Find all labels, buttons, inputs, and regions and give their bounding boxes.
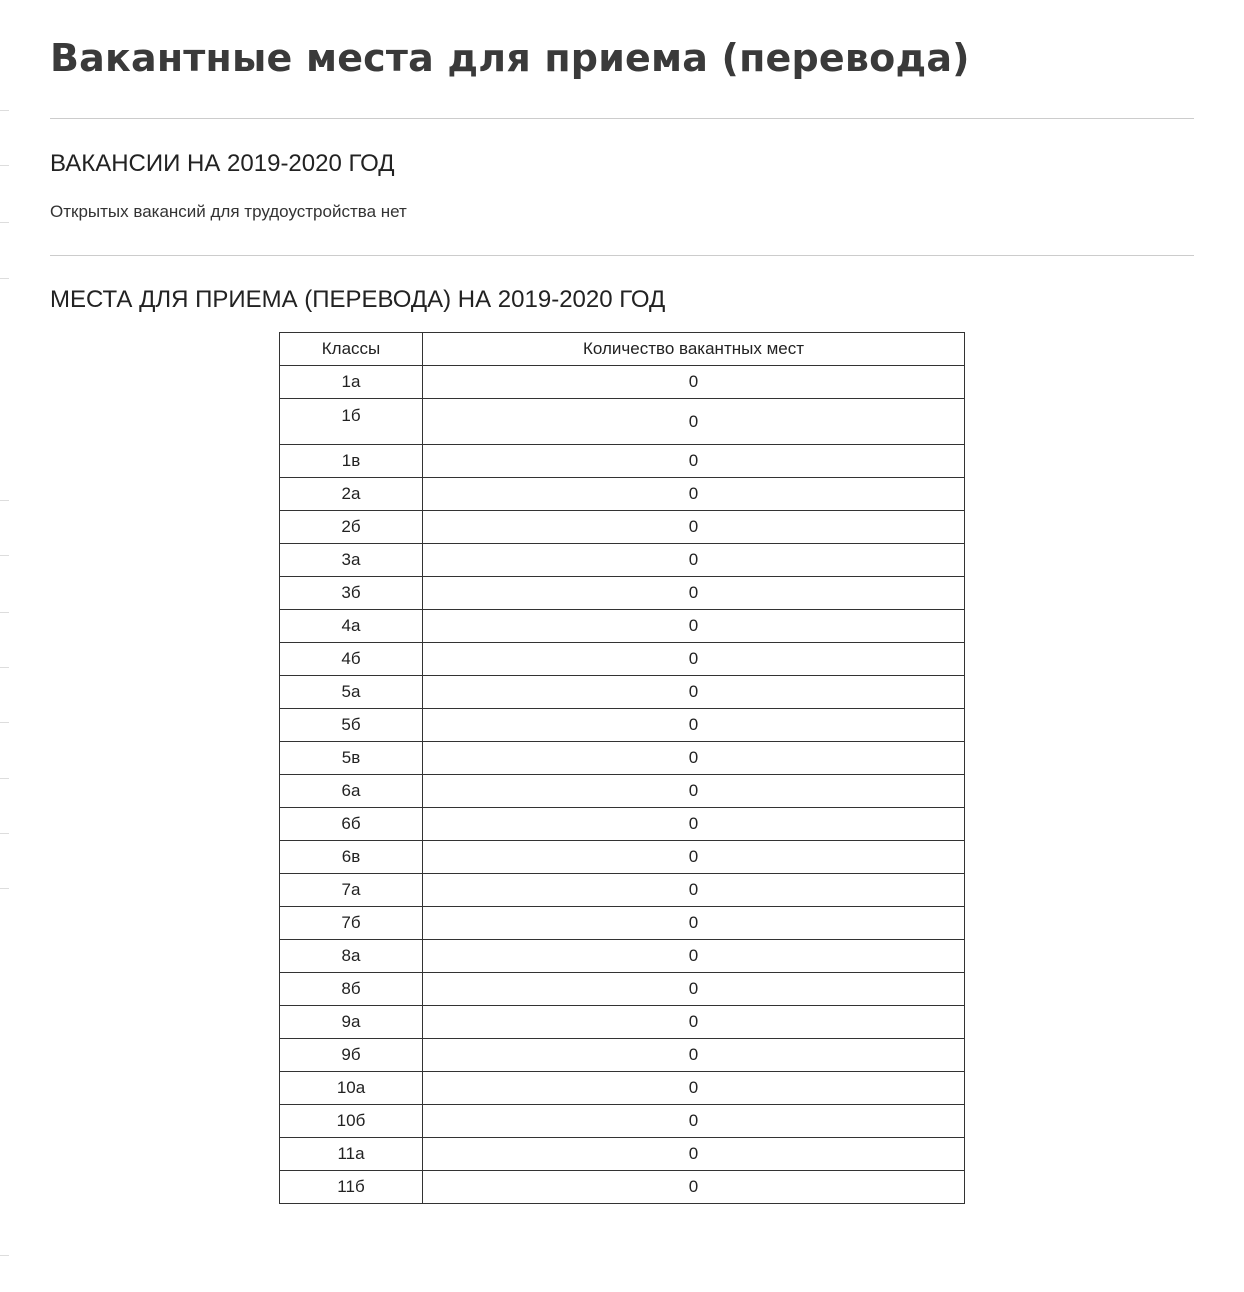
column-header-count: Количество вакантных мест — [423, 333, 965, 366]
admission-table-wrapper — [279, 332, 965, 1204]
cell-count: 0 — [423, 973, 965, 1006]
cell-class: 11а — [280, 1138, 423, 1171]
table-row — [280, 1171, 965, 1204]
table-row — [280, 1138, 965, 1171]
cell-class: 7б — [280, 907, 423, 940]
table-row — [280, 643, 965, 676]
cell-count: 0 — [423, 1105, 965, 1138]
cell-count: 0 — [423, 643, 965, 676]
cell-count: 0 — [423, 478, 965, 511]
table-row — [280, 973, 965, 1006]
cell-class: 1а — [280, 366, 423, 399]
edge-tick — [0, 833, 9, 834]
edge-tick — [0, 888, 9, 889]
cell-count: 0 — [423, 445, 965, 478]
edge-tick — [0, 555, 9, 556]
cell-class: 3б — [280, 577, 423, 610]
cell-class: 2а — [280, 478, 423, 511]
cell-class: 10б — [280, 1105, 423, 1138]
cell-class: 1б — [280, 399, 423, 445]
divider — [50, 255, 1194, 256]
cell-class: 4б — [280, 643, 423, 676]
cell-class: 5а — [280, 676, 423, 709]
cell-class: 9а — [280, 1006, 423, 1039]
table-row — [280, 445, 965, 478]
cell-class: 3а — [280, 544, 423, 577]
table-row — [280, 1105, 965, 1138]
table-row — [280, 907, 965, 940]
table-header-row — [280, 333, 965, 366]
divider — [50, 118, 1194, 119]
table-row — [280, 940, 965, 973]
table-row — [280, 399, 965, 445]
cell-count: 0 — [423, 1006, 965, 1039]
cell-class: 10а — [280, 1072, 423, 1105]
edge-tick — [0, 667, 9, 668]
table-row — [280, 511, 965, 544]
cell-class: 6б — [280, 808, 423, 841]
cell-count: 0 — [423, 940, 965, 973]
table-row — [280, 676, 965, 709]
cell-count: 0 — [423, 907, 965, 940]
edge-tick — [0, 165, 9, 166]
cell-count: 0 — [423, 841, 965, 874]
table-row — [280, 808, 965, 841]
table-row — [280, 366, 965, 399]
cell-count: 0 — [423, 544, 965, 577]
table-row — [280, 775, 965, 808]
edge-tick — [0, 278, 9, 279]
table-row — [280, 874, 965, 907]
edge-tick — [0, 222, 9, 223]
cell-class: 1в — [280, 445, 423, 478]
cell-count: 0 — [423, 610, 965, 643]
vacancies-text: Открытых вакансий для трудоустройства нет — [50, 202, 407, 221]
cell-class: 6а — [280, 775, 423, 808]
edge-tick — [0, 1255, 9, 1256]
table-row — [280, 1072, 965, 1105]
cell-count: 0 — [423, 1138, 965, 1171]
page-title: Вакантные места для приема (перевода) — [50, 36, 970, 80]
cell-count: 0 — [423, 1072, 965, 1105]
cell-count: 0 — [423, 1039, 965, 1072]
table-row — [280, 544, 965, 577]
left-edge-ticks — [0, 0, 10, 1292]
admission-table — [279, 332, 965, 1204]
cell-class: 4а — [280, 610, 423, 643]
edge-tick — [0, 722, 9, 723]
cell-count: 0 — [423, 676, 965, 709]
edge-tick — [0, 500, 9, 501]
cell-count: 0 — [423, 874, 965, 907]
cell-count: 0 — [423, 775, 965, 808]
cell-class: 2б — [280, 511, 423, 544]
edge-tick — [0, 778, 9, 779]
vacancies-heading: ВАКАНСИИ НА 2019-2020 ГОД — [50, 150, 395, 177]
edge-tick — [0, 612, 9, 613]
table-row — [280, 742, 965, 775]
cell-class: 9б — [280, 1039, 423, 1072]
table-row — [280, 841, 965, 874]
cell-count: 0 — [423, 808, 965, 841]
column-header-class: Классы — [280, 333, 423, 366]
cell-class: 5в — [280, 742, 423, 775]
cell-class: 11б — [280, 1171, 423, 1204]
table-row — [280, 1006, 965, 1039]
table-row — [280, 1039, 965, 1072]
cell-count: 0 — [423, 366, 965, 399]
cell-count: 0 — [423, 511, 965, 544]
cell-count: 0 — [423, 709, 965, 742]
cell-count: 0 — [423, 742, 965, 775]
admission-heading: МЕСТА ДЛЯ ПРИЕМА (ПЕРЕВОДА) НА 2019-2020 ГОД — [50, 286, 666, 313]
table-row — [280, 478, 965, 511]
table-row — [280, 610, 965, 643]
cell-count: 0 — [423, 1171, 965, 1204]
cell-class: 7а — [280, 874, 423, 907]
cell-count: 0 — [423, 399, 965, 445]
table-body — [280, 366, 965, 1204]
cell-class: 8а — [280, 940, 423, 973]
cell-count: 0 — [423, 577, 965, 610]
table-row — [280, 709, 965, 742]
table-row — [280, 577, 965, 610]
cell-class: 6в — [280, 841, 423, 874]
cell-class: 8б — [280, 973, 423, 1006]
edge-tick — [0, 110, 9, 111]
cell-class: 5б — [280, 709, 423, 742]
